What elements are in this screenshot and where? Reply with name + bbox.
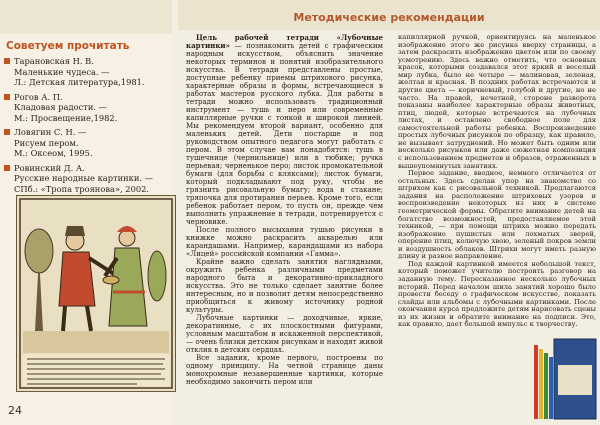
reference-list: [4, 56, 170, 198]
reference-line: Ловягин С. Н. —: [14, 127, 87, 137]
reference-line: М.: Оксеом, 1995.: [14, 148, 93, 158]
sidebar-header-band: [0, 0, 172, 34]
lubok-print-image: [17, 196, 175, 391]
reference-line: СПб.: «Тропа троянова», 2002.: [14, 183, 150, 194]
reference-line: Русские народные картинки. —: [14, 173, 153, 183]
text-column-2: [398, 34, 596, 329]
reference-line: Кладовая радости. —: [14, 102, 107, 112]
section-title: Методические рекомендации: [293, 11, 485, 24]
paragraph: Лубочные картинки — доходчивые, яркие, декоративные, с их плоскостными фигурами, условным масштабом и искаженной перспективой, — очень близки детским рисункам и находят живой отклик в детских сердцах.: [186, 313, 383, 354]
paragraph: Крайне важно сделать занятия наглядными, окружить ребенка различными предметами народного быта и декоративно-прикладного искусства. Это не только сделает занятие более интересным, но и позволит детям непосредственно приобщиться к живому источнику родной культуры.: [186, 257, 383, 314]
paragraph: Под каждой картинкой имеется небольшой текст, который поможет учителю построить разговор на заданную тему. Пересказанное несколько лубочных историй. Перед началом шила занятий хорошо было провести беседу о графическом искусстве, показать слайды или альбомы с лубочными картинками. После окончания курса предложите детям нарисовать сцены из их жизни и обратите внимание на подписи. Это, как правило, дает большой импульс к творчеству.: [398, 259, 596, 329]
reference-line: Маленькие чудеса. —: [14, 66, 110, 77]
pencil-set-image: [532, 335, 598, 423]
reference-line: Рисуем пером.: [14, 137, 79, 148]
paragraph: После полного высыхания тушью рисунки в книжке можно раскрасить акварелью или карандашами. Например, карандашами из набора «Лицей» российской компании «Гамма».: [186, 225, 383, 258]
reference-line: Ровинский Д. А.: [14, 162, 85, 173]
bullet-square-icon: [4, 165, 10, 171]
paragraph: Все задания, кроме первого, построены по одному принципу. На четной странице даны монохромные незавершенные картинки, которые необходимо закончить пером или: [186, 353, 383, 386]
reference-line: Тарановская Н. В.: [14, 56, 94, 66]
reference-line: М.: Просвещение,1982.: [14, 112, 118, 123]
reference-item: [4, 163, 170, 195]
bullet-square-icon: [4, 58, 10, 64]
sidebar-title: Советуем прочитать: [6, 40, 130, 52]
paragraph: капиллярной ручкой, ориентируясь на маленькое изображение этого же рисунка вверху страницы, а затем раскрасить изображение цветом или по своему усмотрению. Здесь важно отметить, что основных красок, которыми создавался этот яркий и веселый мир лубка, было не четыре — малиновая, зеленая, желтая и красная. В поздних работах встречаются и другие цвета — коричневый, голубой и другие, но не часто. На правой, нечетной, стороне разворота показаны наиболее характерные образы животных, птиц, людей, которые встречаются на лубочных листах, и оставлено свободное поле для самостоятельной работы ребенка. Воспроизведение простых лубочных рисунков по образцу, как правило, не вызывает затруднений. Но может быть одним или несколько рисунков или даже сюжетная композиция с использованием предметов и образов, отраженных в вышеупомянутых занятиях.: [398, 33, 596, 170]
reference-line: Рогов А. П.: [14, 91, 63, 102]
reference-line: Л.: Детская литература,1981.: [14, 77, 145, 87]
bullet-square-icon: [4, 129, 10, 135]
reference-item: [4, 56, 170, 88]
reference-item: [4, 92, 170, 124]
bullet-square-icon: [4, 94, 10, 100]
lead-text: Цель рабочей тетради «Лубочные картинки»: [186, 33, 383, 50]
lubok-illustration: [16, 195, 176, 392]
paragraph-text: — познакомить детей с графическим народным искусством, объяснить значение некоторых терминов и понятий изобразительного искусства. В тетради представлены простые, доступные ребенку приемы штрихового рисунка, характерные образы и формы, встречающиеся в работах мастеров русского лубка. Для работы в тетради можно использовать традиционный инструмент — тушь и перо или современные капиллярные ручки с тонкой и широкой линией. Мы рекомендуем второй вариант, особенно для маленьких детей. Дети постарше и под руководством опытного педагога могут работать с пером. В этом случае вам понадобятся: тушь в тушечнице (чернильнице) или в тюбике; ручка перьевая; черненькое перо; листок промокательной бумаги (для борьбы с кляксами); листок бумаги, который подкладывают под руку, чтобы не грязнить рисовальную бумагу; вода в стакане; тряпочка для протирания перьев. Кроме того, если ребенок работает пером, то пусть он, прежде чем выполнить упражнение в тетради, потренируется с черновике.: [186, 41, 383, 226]
left-sidebar: [0, 0, 172, 425]
page-number: 24: [8, 404, 22, 417]
reference-item: [4, 127, 170, 159]
paragraph: Первое задание, вводное, немного отличается от остальных. Здесь сделан упор на знакомство со штрихом как с рисовальной техникой. Предлагаются задания на расположение штриховых узоров и воспроизведение некоторых из них в системе геометрической формы. Обратите внимание детей на богатство возможностей, предоставляемое этой техникой, — при помощи штриха можно передать изображение пушистых или лохматых зверей, оперение птиц, колючую хвою, зеленый покров земли и воздушность облаков. Штрихи могут иметь разную длину и разное направление.: [398, 169, 596, 261]
paragraph: [186, 34, 383, 226]
text-column-1: [186, 34, 383, 386]
